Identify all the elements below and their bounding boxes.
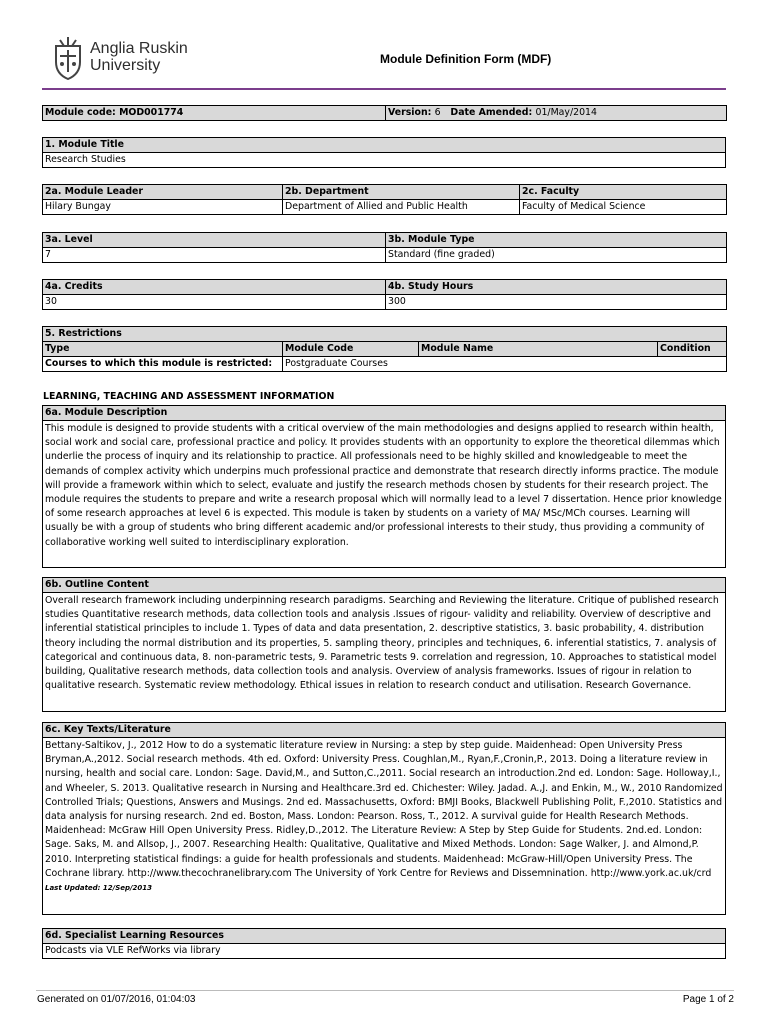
header-divider bbox=[42, 88, 726, 90]
crest-icon bbox=[50, 36, 86, 80]
generated-timestamp: Generated on 01/07/2016, 01:04:03 bbox=[37, 994, 196, 1005]
module-description-table bbox=[42, 405, 726, 568]
leader-table bbox=[42, 184, 727, 215]
module-description-text: This module is designed to provide students with a critical overview of the main methodologies and designs applied to research within health, social work and social care, professional practice and policy. It provides students with an opportunity to explore the theoretical dilemmas which underlie the process of inquiry and its relationship to practice. All professionals need to be highly skilled and knowledgeable to meet the demands of complex activity which underpins much professional practice and demonstrate that research directly informs practice. The module will provide a framework within which to select, evaluate and justify the research methods chosen by students for their research project. The module requires the students to prepare and write a research proposal which will normally lead to a level 7 dissertation. Hence prior knowledge of some research approaches at level 6 is expected. This module is taken by students on a variety of MA/ MSc/MCh courses. Learning will usually be with a group of students who bring different academic and/or professional interests to their study, thus providing a community of collaborative working well suited to interdisciplinary exploration. bbox=[43, 421, 726, 568]
credits-table bbox=[42, 279, 727, 310]
date-amended-value: 01/May/2014 bbox=[535, 107, 597, 118]
restriction-type: Courses to which this module is restricted: bbox=[43, 357, 283, 372]
outline-content-label: 6b. Outline Content bbox=[43, 578, 726, 593]
level-value: 7 bbox=[43, 248, 386, 263]
col-module-code: Module Code bbox=[283, 342, 419, 357]
learning-resources-table bbox=[42, 928, 726, 959]
logo-line-1: Anglia Ruskin bbox=[90, 40, 188, 57]
lta-heading: LEARNING, TEACHING AND ASSESSMENT INFORMATION bbox=[43, 391, 335, 402]
form-title: Module Definition Form (MDF) bbox=[380, 52, 552, 66]
module-type-label: 3b. Module Type bbox=[386, 233, 727, 248]
col-condition: Condition bbox=[658, 342, 727, 357]
col-module-name: Module Name bbox=[419, 342, 658, 357]
university-logo bbox=[50, 36, 210, 82]
level-table bbox=[42, 232, 727, 263]
study-hours-value: 300 bbox=[386, 295, 727, 310]
learning-resources-label: 6d. Specialist Learning Resources bbox=[43, 929, 726, 944]
date-amended-label: Date Amended: bbox=[450, 107, 533, 118]
version-label: Version: bbox=[388, 107, 432, 118]
module-type-value: Standard (fine graded) bbox=[386, 248, 727, 263]
credits-value: 30 bbox=[43, 295, 386, 310]
key-texts-label: 6c. Key Texts/Literature bbox=[43, 723, 726, 738]
module-meta-table bbox=[42, 105, 727, 121]
study-hours-label: 4b. Study Hours bbox=[386, 280, 727, 295]
module-code: Module code: MOD001774 bbox=[43, 106, 386, 121]
last-updated: Last Updated: 12/Sep/2013 bbox=[45, 884, 153, 893]
faculty-label: 2c. Faculty bbox=[520, 185, 727, 200]
outline-content-table bbox=[42, 577, 726, 712]
module-leader-label: 2a. Module Leader bbox=[43, 185, 283, 200]
outline-content-text: Overall research framework including underpinning research paradigms. Searching and Reviewing the literature. Critique of published research studies Quantitative research methods, data collection tools and analysis .Issues of rigour- validity and reliability. Overview of descriptive and inferential statistical principles to include 1. Types of data and data presentation, 2. descriptive statistics, 3. basic probability, 4. distribution theory including the normal distribution and its properties, 5. sampling theory, principles and techniques, 6. inferential statistics, 7. analysis of categorical and continuous data, 8. non-parametric tests, 9. Parametric tests 9. correlation and regression, 10. Approaches to statistical model building, Qualitative research methods, data collection tools and analysis. Overview of analysis frameworks. Issues of rigour in relation to qualitative research. Systematic review methodology. Ethical issues in relation to research conduct and utilisation. Research Governance. bbox=[43, 593, 726, 712]
logo-line-2: University bbox=[90, 57, 161, 74]
page-number: Page 1 of 2 bbox=[682, 994, 734, 1005]
key-texts-table bbox=[42, 722, 726, 915]
level-label: 3a. Level bbox=[43, 233, 386, 248]
logo-wordmark bbox=[90, 40, 188, 74]
restriction-value: Postgraduate Courses bbox=[283, 357, 727, 372]
department-value: Department of Allied and Public Health bbox=[283, 200, 520, 215]
credits-label: 4a. Credits bbox=[43, 280, 386, 295]
restrictions-table bbox=[42, 326, 727, 372]
learning-resources-text: Podcasts via VLE RefWorks via library bbox=[43, 944, 726, 959]
module-leader-value: Hilary Bungay bbox=[43, 200, 283, 215]
footer-divider bbox=[36, 990, 734, 991]
key-texts-text: Bettany-Saltikov, J., 2012 How to do a systematic literature review in Nursing: a step by step guide. Maidenhead: Open University Press Bryman,A.,2012. Social research methods. 4th ed. Oxford: University Press. Coughlan,M., Ryan,F.,Cronin,P., 2013. Doing a literature review in nursing, health and social care. London: Sage. David,M., and Sutton,C.,2011. Social research an introduction.2nd ed. London: Sage. Holloway,I., and Wheeler, S. 2013. Qualitative research in Nursing and Healthcare.3rd ed. Chichester: Wiley. Jadad. A.,J. and Enkin, M., W., 2010 Randomized Controlled Trials; Questions, Answers and Musings. 2nd ed. Massachusetts, Oxford: BMJI Books, Blackwell Publishing Polit, F.,2010. Statistics and data analysis for nursing research. 2nd ed. Boston, Mass. London: Pearson. Ross, T., 2012. A survival guide for Health Research Methods. Maidenhead: McGraw Hill Open University Press. Ridley,D.,2012. The Literature Review: A Step by Step Guide for Students. 2nd.ed. London: Sage. Saks, M. and Allsop, J., 2007. Researching Health: Qualitative, Qualitative and Mixed Methods. London: Sage Walker, J. and Almond,P. 2010. Interpreting statistical findings: a guide for health professionals and students. Maidenhead: McGraw-Hill/Open University Press. The Cochrane library. http://www.thecochranelibrary.com The University of York Centre for Reviews and Dissemnination. http://www.york.ac.uk/crd bbox=[45, 740, 723, 879]
version-value: 6 bbox=[434, 107, 441, 118]
version-date-cell bbox=[386, 106, 727, 121]
restrictions-label: 5. Restrictions bbox=[43, 327, 727, 342]
col-type: Type bbox=[43, 342, 283, 357]
faculty-value: Faculty of Medical Science bbox=[520, 200, 727, 215]
department-label: 2b. Department bbox=[283, 185, 520, 200]
module-title-table bbox=[42, 137, 726, 168]
module-title-label: 1. Module Title bbox=[43, 138, 726, 153]
module-title-value: Research Studies bbox=[43, 153, 726, 168]
module-description-label: 6a. Module Description bbox=[43, 406, 726, 421]
